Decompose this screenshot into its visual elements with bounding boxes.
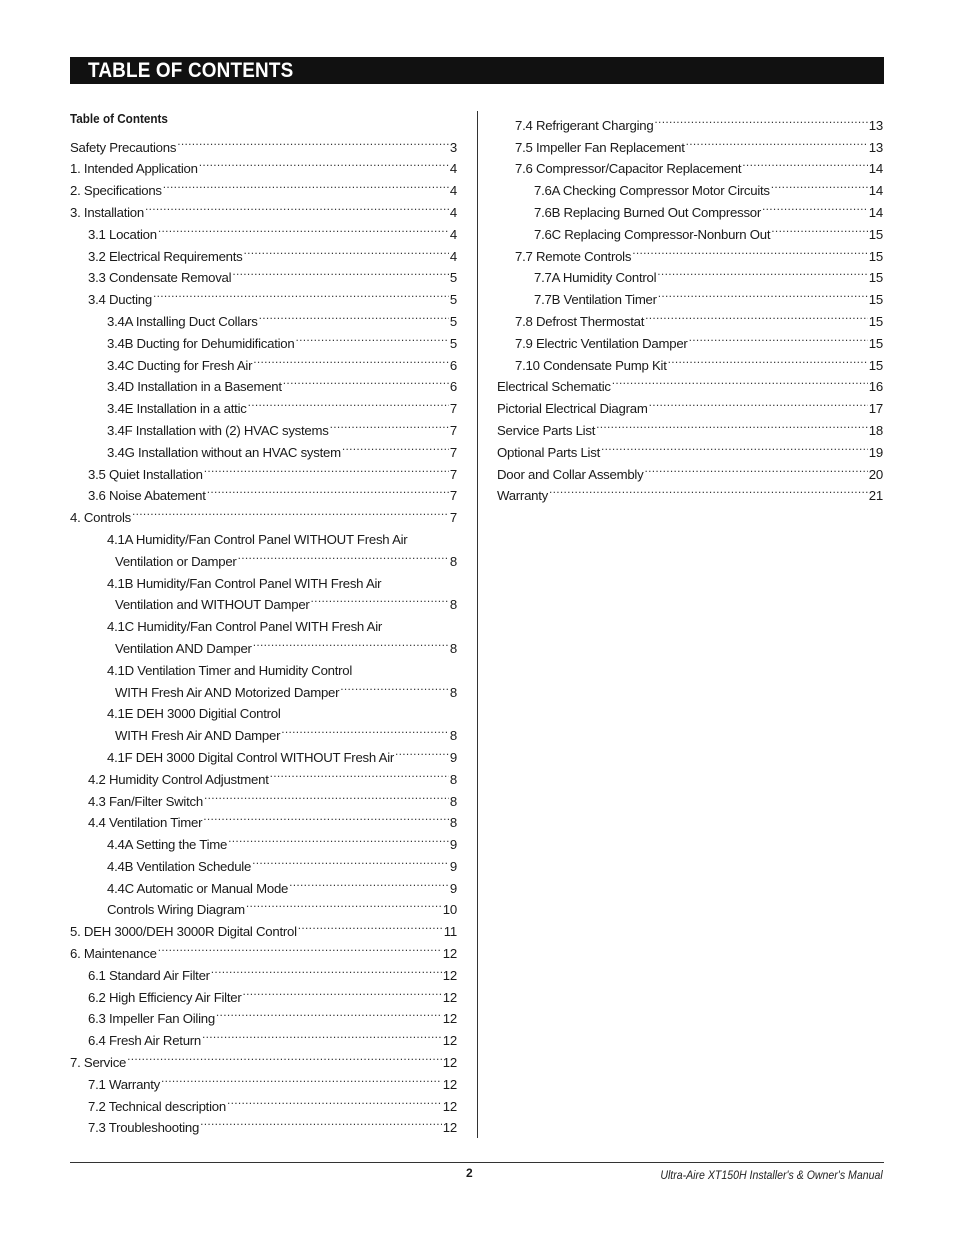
dot-leader: [253, 348, 449, 370]
dot-leader: [654, 108, 867, 130]
toc-entry-title: 3.3 Condensate Removal: [88, 270, 232, 286]
toc-entry[interactable]: [497, 195, 883, 220]
toc-entry[interactable]: [70, 609, 457, 635]
dot-leader: [158, 936, 442, 958]
page-number: 2: [466, 1166, 473, 1180]
toc-entry-page: 15: [868, 248, 883, 264]
toc-entry-title: Electrical Schematic: [497, 379, 611, 395]
toc-entry-title: 2. Specifications: [70, 183, 162, 199]
toc-entry-title: 3.4C Ducting for Fresh Air: [107, 357, 253, 373]
toc-entry[interactable]: [497, 173, 883, 199]
toc-entry-page: 10: [442, 902, 457, 918]
toc-entry-title: 7.1 Warranty: [88, 1076, 160, 1092]
toc-entry-page: 14: [868, 183, 883, 199]
dot-leader: [689, 326, 868, 348]
toc-entry-page: 4: [449, 161, 457, 177]
toc-entry-title: 4.3 Fan/Filter Switch: [88, 793, 203, 809]
dot-leader: [216, 1002, 442, 1024]
toc-entry[interactable]: [70, 457, 457, 482]
toc-entry-title: 6.1 Standard Air Filter: [88, 967, 210, 983]
dot-leader: [742, 152, 867, 174]
dot-leader: [252, 849, 449, 871]
dot-leader: [177, 130, 449, 152]
toc-entry[interactable]: [70, 326, 457, 351]
toc-entry-page: 6: [449, 379, 457, 395]
dot-leader: [207, 479, 449, 501]
toc-entry-page: 15: [868, 226, 883, 242]
toc-entry[interactable]: [70, 217, 457, 242]
toc-entry-title: 4.2 Humidity Control Adjustment: [88, 771, 269, 787]
dot-leader: [232, 261, 449, 283]
toc-entry-page: 4: [449, 226, 457, 242]
toc-entry[interactable]: [497, 370, 883, 395]
toc-entry-title: Warranty: [497, 488, 549, 504]
toc-entry[interactable]: [497, 152, 883, 177]
toc-entry-page: 7: [449, 510, 457, 526]
toc-entry-page: 8: [449, 728, 457, 744]
toc-entry-title: 6. Maintenance: [70, 946, 157, 962]
toc-entry-title: 3.6 Noise Abatement: [88, 488, 206, 504]
dot-leader: [632, 239, 868, 261]
toc-entry-page: 12: [442, 1120, 457, 1136]
toc-entry-page: 19: [868, 444, 883, 460]
toc-entry-title: 7.6C Replacing Compressor-Nonburn Out: [534, 226, 771, 242]
toc-entry-title: 7.4 Refrigerant Charging: [515, 117, 654, 133]
toc-entry-page: 9: [449, 749, 457, 765]
toc-entry-page: 7: [449, 466, 457, 482]
toc-entry-page: 9: [449, 858, 457, 874]
toc-entry[interactable]: [497, 130, 883, 155]
toc-entry-title: 4.1B Humidity/Fan Control Panel WITH Fresh Air: [107, 575, 382, 591]
toc-entry[interactable]: [70, 370, 457, 395]
dot-leader: [657, 261, 867, 283]
toc-entry[interactable]: [70, 435, 457, 460]
toc-entry-page: 18: [868, 422, 883, 438]
toc-entry-title: 7.8 Defrost Thermostat: [515, 313, 645, 329]
toc-entry-title: Ventilation or Damper: [115, 553, 237, 569]
toc-entry-title: Optional Parts List: [497, 444, 600, 460]
toc-entry-page: 6: [449, 357, 457, 373]
toc-entry-title: 3. Installation: [70, 204, 144, 220]
toc-entry[interactable]: [497, 413, 883, 438]
dot-leader: [202, 1023, 442, 1045]
toc-entry-title: 3.4 Ducting: [88, 292, 152, 308]
toc-entry-page: 15: [868, 357, 883, 373]
dot-leader: [127, 1045, 442, 1067]
dot-leader: [248, 391, 449, 413]
toc-entry-title: Safety Precautions: [70, 139, 177, 155]
dot-leader: [382, 566, 456, 588]
toc-entry[interactable]: [70, 566, 457, 591]
toc-entry-page: 16: [868, 379, 883, 395]
toc-entry-page: 4: [449, 248, 457, 264]
toc-entry[interactable]: [70, 304, 457, 329]
toc-entry-page: 11: [443, 924, 457, 940]
dot-leader: [762, 195, 868, 217]
toc-entry[interactable]: [70, 239, 457, 264]
dot-leader: [244, 239, 449, 261]
toc-entry-page: 20: [868, 466, 883, 482]
manual-title: Ultra-Aire XT150H Installer's & Owner's Manual: [660, 1168, 883, 1182]
toc-entry-page: 8: [449, 640, 457, 656]
toc-entry[interactable]: [70, 152, 457, 177]
toc-entry-title: 7.2 Technical description: [88, 1098, 226, 1114]
toc-entry-title: 3.1 Location: [88, 226, 157, 242]
toc-entry-page: 12: [442, 1098, 457, 1114]
toc-entry[interactable]: [497, 435, 883, 460]
toc-entry[interactable]: [70, 1002, 457, 1027]
toc-entry-page: 14: [868, 204, 883, 220]
dot-leader: [658, 282, 868, 304]
toc-entry-title: 4.4B Ventilation Schedule: [107, 858, 252, 874]
toc-entry[interactable]: [70, 1089, 457, 1114]
dot-leader: [383, 609, 456, 631]
toc-entry-title: 7.6 Compressor/Capacitor Replacement: [515, 161, 742, 177]
toc-entry-page: 12: [442, 1011, 457, 1027]
toc-entry[interactable]: [70, 522, 457, 547]
toc-entry-page: 13: [868, 117, 883, 133]
toc-entry-page: 12: [442, 989, 457, 1005]
dot-leader: [246, 893, 442, 915]
toc-entry-title: 4.1D Ventilation Timer and Humidity Control: [107, 662, 353, 678]
toc-entry-title: 4.1F DEH 3000 Digital Control WITHOUT Fresh Air: [107, 749, 395, 765]
toc-entry-title: 6.4 Fresh Air Return: [88, 1033, 202, 1049]
toc-entry-page: 8: [449, 597, 457, 613]
toc-entry[interactable]: [70, 631, 457, 656]
toc-entry[interactable]: [70, 261, 457, 286]
toc-entry-page: 9: [449, 837, 457, 853]
toc-entry-page: 5: [449, 313, 457, 329]
toc-entry-page: 15: [868, 270, 883, 286]
toc-entry[interactable]: [70, 871, 457, 896]
toc-entry-title: 4.1A Humidity/Fan Control Panel WITHOUT Fresh Air: [107, 531, 408, 547]
column-divider: [477, 111, 478, 1138]
dot-leader: [395, 740, 449, 762]
dot-leader: [132, 500, 449, 522]
toc-entry-page: 21: [868, 488, 883, 504]
toc-entry-title: WITH Fresh Air AND Damper: [115, 728, 281, 744]
dot-leader: [330, 413, 449, 435]
dot-leader: [353, 653, 456, 675]
dot-leader: [243, 980, 442, 1002]
toc-entry-title: 3.2 Electrical Requirements: [88, 248, 243, 264]
toc-entry-page: 14: [868, 161, 883, 177]
dot-leader: [283, 370, 449, 392]
dot-leader: [259, 304, 449, 326]
toc-entry[interactable]: [70, 479, 457, 504]
toc-entry-title: 7.5 Impeller Fan Replacement: [515, 139, 685, 155]
toc-entry[interactable]: [497, 479, 883, 504]
header-bar: [70, 57, 884, 84]
dot-leader: [340, 675, 449, 697]
dot-leader: [311, 588, 449, 610]
toc-left-column: [70, 108, 457, 1136]
toc-entry-page: 15: [868, 292, 883, 308]
toc-entry-title: Controls Wiring Diagram: [107, 902, 245, 918]
toc-entry-title: 3.4A Installing Duct Collars: [107, 313, 258, 329]
toc-entry-title: 4.1C Humidity/Fan Control Panel WITH Fresh Air: [107, 619, 383, 635]
dot-leader: [153, 282, 449, 304]
toc-entry[interactable]: [70, 740, 457, 765]
toc-entry[interactable]: [70, 544, 457, 569]
toc-entry[interactable]: [70, 1111, 457, 1136]
toc-entry-page: 12: [442, 1033, 457, 1049]
toc-entry[interactable]: [70, 762, 457, 787]
dot-leader: [145, 195, 449, 217]
dot-leader: [645, 304, 868, 326]
toc-entry[interactable]: [70, 173, 457, 199]
toc-entry[interactable]: [497, 391, 883, 417]
toc-entry-title: Pictorial Electrical Diagram: [497, 401, 648, 417]
dot-leader: [161, 1067, 442, 1089]
toc-entry-page: 7: [449, 422, 457, 438]
toc-entry-title: 7.10 Condensate Pump Kit: [515, 357, 667, 373]
toc-entry-title: 3.4G Installation without an HVAC system: [107, 444, 341, 460]
toc-entry-page: 4: [449, 183, 457, 199]
dot-leader: [200, 1111, 442, 1133]
toc-entry-title: 6.2 High Efficiency Air Filter: [88, 989, 242, 1005]
toc-entry[interactable]: [70, 806, 457, 831]
toc-entry-title: 3.5 Quiet Installation: [88, 466, 203, 482]
page-title: TABLE OF CONTENTS: [88, 59, 294, 82]
toc-entry-title: 4.4A Setting the Time: [107, 837, 228, 853]
toc-entry-page: 7: [449, 401, 457, 417]
dot-leader: [270, 762, 449, 784]
toc-entry[interactable]: [497, 457, 883, 482]
toc-entry-title: 4.4C Automatic or Manual Mode: [107, 880, 289, 896]
toc-entry[interactable]: [70, 893, 457, 918]
toc-entry[interactable]: [70, 500, 457, 526]
toc-entry-page: 15: [868, 313, 883, 329]
toc-entry-title: Service Parts List: [497, 422, 596, 438]
dot-leader: [227, 1089, 442, 1111]
dot-leader: [596, 413, 868, 435]
toc-entry[interactable]: [70, 1045, 457, 1071]
toc-entry-title: 3.4F Installation with (2) HVAC systems: [107, 422, 329, 438]
dot-leader: [228, 827, 449, 849]
dot-leader: [668, 348, 868, 370]
toc-entry-title: 6.3 Impeller Fan Oiling: [88, 1011, 215, 1027]
toc-entry-page: 4: [449, 204, 457, 220]
toc-entry-title: 7.7B Ventilation Timer: [534, 292, 657, 308]
dot-leader: [203, 806, 449, 828]
toc-entry-page: 8: [449, 684, 457, 700]
toc-entry[interactable]: [497, 282, 883, 308]
toc-entry[interactable]: [70, 348, 457, 373]
toc-entry-page: 7: [449, 444, 457, 460]
dot-leader: [649, 391, 868, 413]
toc-entry-page: 13: [868, 139, 883, 155]
dot-leader: [281, 718, 449, 740]
toc-entry-title: WITH Fresh Air AND Motorized Damper: [115, 684, 340, 700]
toc-entry-page: 5: [449, 270, 457, 286]
toc-entry-title: Ventilation and WITHOUT Damper: [115, 597, 310, 613]
toc-entry[interactable]: [70, 653, 457, 678]
toc-entry-title: 3.4D Installation in a Basement: [107, 379, 282, 395]
toc-entry[interactable]: [70, 675, 457, 700]
footer-rule: [70, 1162, 884, 1163]
toc-entry[interactable]: [497, 261, 883, 286]
dot-leader: [686, 130, 868, 152]
dot-leader: [295, 326, 448, 348]
toc-entry[interactable]: [70, 1023, 457, 1049]
dot-leader: [282, 697, 456, 719]
toc-entry[interactable]: [70, 980, 457, 1005]
dot-leader: [199, 152, 449, 174]
dot-leader: [211, 958, 442, 980]
dot-leader: [549, 479, 868, 501]
dot-leader: [163, 173, 449, 195]
dot-leader: [238, 544, 449, 566]
toc-entry[interactable]: [70, 958, 457, 983]
toc-entry-title: 7.9 Electric Ventilation Damper: [515, 335, 688, 351]
toc-entry[interactable]: [497, 217, 883, 242]
dot-leader: [298, 914, 443, 936]
toc-entry[interactable]: [497, 326, 883, 351]
toc-entry[interactable]: [70, 1067, 457, 1092]
toc-entry-title: 7.7A Humidity Control: [534, 270, 657, 286]
toc-entry-page: 12: [442, 946, 457, 962]
dot-leader: [204, 457, 449, 479]
toc-entry[interactable]: [497, 108, 883, 133]
dot-leader: [342, 435, 449, 457]
toc-entry-page: 7: [449, 488, 457, 504]
dot-leader: [612, 370, 868, 392]
toc-entry[interactable]: [70, 718, 457, 744]
toc-heading: Table of Contents: [70, 111, 168, 126]
toc-entry-page: 3: [449, 139, 457, 155]
toc-left-list: [70, 130, 457, 1136]
toc-entry[interactable]: [70, 391, 457, 417]
toc-entry[interactable]: [70, 195, 457, 220]
toc-entry[interactable]: [70, 282, 457, 308]
toc-entry-title: 7.6A Checking Compressor Motor Circuits: [534, 183, 770, 199]
dot-leader: [644, 457, 867, 479]
toc-entry-page: 17: [868, 401, 883, 417]
toc-entry-title: 4.4 Ventilation Timer: [88, 815, 203, 831]
toc-entry[interactable]: [70, 413, 457, 438]
toc-entry-title: 7.3 Troubleshooting: [88, 1120, 200, 1136]
dot-leader: [289, 871, 449, 893]
dot-leader: [204, 784, 449, 806]
toc-entry-page: 12: [442, 967, 457, 983]
toc-entry-page: 8: [449, 553, 457, 569]
toc-entry-title: 3.4B Ducting for Dehumidification: [107, 335, 295, 351]
toc-entry-title: Ventilation AND Damper: [115, 640, 252, 656]
dot-leader: [771, 217, 867, 239]
toc-entry-page: 5: [449, 292, 457, 308]
toc-entry-title: 1. Intended Application: [70, 161, 198, 177]
toc-entry-title: 5. DEH 3000/DEH 3000R Digital Control: [70, 924, 297, 940]
toc-entry[interactable]: [70, 130, 457, 155]
toc-entry-title: 7. Service: [70, 1055, 127, 1071]
toc-right-column: [497, 108, 883, 504]
toc-entry-page: 12: [442, 1076, 457, 1092]
toc-entry[interactable]: [497, 304, 883, 329]
toc-entry[interactable]: [70, 588, 457, 613]
toc-entry[interactable]: [70, 784, 457, 809]
toc-entry[interactable]: [70, 849, 457, 874]
toc-entry-page: 15: [868, 335, 883, 351]
toc-entry-page: 12: [442, 1055, 457, 1071]
toc-right-list: [497, 108, 883, 504]
toc-entry-page: 5: [449, 335, 457, 351]
dot-leader: [601, 435, 868, 457]
dot-leader: [158, 217, 449, 239]
toc-entry[interactable]: [70, 697, 457, 722]
toc-entry[interactable]: [70, 936, 457, 962]
toc-entry[interactable]: [70, 827, 457, 853]
dot-leader: [253, 631, 449, 653]
toc-entry-title: 3.4E Installation in a attic: [107, 401, 247, 417]
toc-entry[interactable]: [497, 239, 883, 264]
dot-leader: [408, 522, 456, 544]
toc-entry[interactable]: [70, 914, 457, 940]
toc-entry-page: 9: [449, 880, 457, 896]
toc-entry-title: Door and Collar Assembly: [497, 466, 644, 482]
toc-entry-page: 8: [449, 815, 457, 831]
toc-entry-title: 7.7 Remote Controls: [515, 248, 632, 264]
toc-entry-page: 8: [449, 793, 457, 809]
toc-entry-page: 8: [449, 771, 457, 787]
dot-leader: [771, 173, 868, 195]
toc-entry-title: 4. Controls: [70, 510, 132, 526]
toc-entry[interactable]: [497, 348, 883, 373]
toc-entry-title: 7.6B Replacing Burned Out Compressor: [534, 204, 762, 220]
toc-entry-title: 4.1E DEH 3000 Digitial Control: [107, 706, 281, 722]
